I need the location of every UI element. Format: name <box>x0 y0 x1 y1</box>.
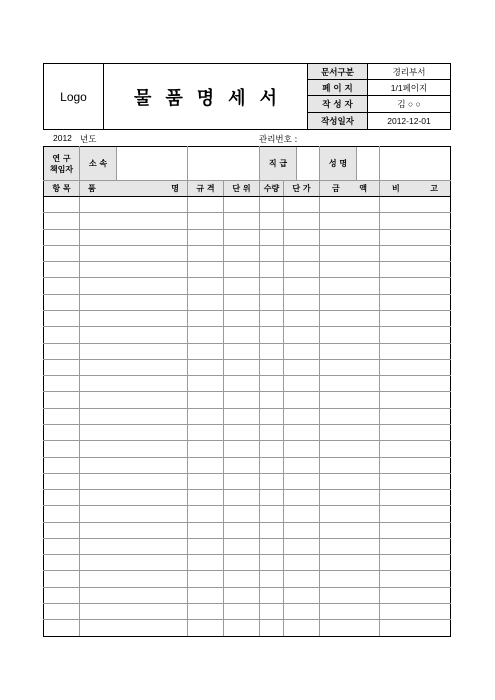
col-price: 단 가 <box>284 181 320 197</box>
researcher-label-line2: 책임자 <box>49 164 74 174</box>
cell-amount[interactable] <box>320 327 380 343</box>
cell-amount[interactable] <box>320 490 380 506</box>
cell-product[interactable] <box>80 473 188 489</box>
cell-spec[interactable] <box>188 327 224 343</box>
cell-qty[interactable] <box>260 262 284 278</box>
col-qty: 수량 <box>260 181 284 197</box>
table-row <box>44 457 451 473</box>
cell-price[interactable] <box>284 376 320 392</box>
table-row <box>44 310 451 326</box>
cell-item[interactable] <box>44 278 80 294</box>
cell-qty[interactable] <box>260 473 284 489</box>
cell-price[interactable] <box>284 327 320 343</box>
cell-price[interactable] <box>284 620 320 636</box>
cell-unit[interactable] <box>224 571 260 587</box>
cell-note[interactable] <box>380 571 451 587</box>
table-row <box>44 522 451 538</box>
cell-item[interactable] <box>44 294 80 310</box>
cell-spec[interactable] <box>188 310 224 326</box>
cell-spec[interactable] <box>188 571 224 587</box>
cell-qty[interactable] <box>260 506 284 522</box>
cell-spec[interactable] <box>188 538 224 554</box>
cell-qty[interactable] <box>260 555 284 571</box>
cell-qty[interactable] <box>260 392 284 408</box>
cell-product[interactable] <box>80 555 188 571</box>
cell-amount[interactable] <box>320 408 380 424</box>
table-row <box>44 473 451 489</box>
affiliation-field-extra[interactable] <box>188 147 260 181</box>
cell-product[interactable] <box>80 620 188 636</box>
cell-item[interactable] <box>44 392 80 408</box>
cell-unit[interactable] <box>224 359 260 375</box>
cell-item[interactable] <box>44 408 80 424</box>
cell-product[interactable] <box>80 278 188 294</box>
cell-price[interactable] <box>284 457 320 473</box>
cell-amount[interactable] <box>320 587 380 603</box>
table-row <box>44 424 451 440</box>
cell-qty[interactable] <box>260 424 284 440</box>
name-cell <box>320 147 380 181</box>
cell-note[interactable] <box>380 457 451 473</box>
cell-qty[interactable] <box>260 245 284 261</box>
col-note <box>380 181 451 197</box>
cell-spec[interactable] <box>188 587 224 603</box>
cell-spec[interactable] <box>188 229 224 245</box>
cell-amount[interactable] <box>320 522 380 538</box>
table-row <box>44 587 451 603</box>
cell-qty[interactable] <box>260 213 284 229</box>
cell-amount[interactable] <box>320 555 380 571</box>
cell-item[interactable] <box>44 359 80 375</box>
researcher-row <box>44 147 451 181</box>
cell-product[interactable] <box>80 359 188 375</box>
cell-price[interactable] <box>284 490 320 506</box>
cell-qty[interactable] <box>260 522 284 538</box>
table-row <box>44 408 451 424</box>
cell-unit[interactable] <box>224 555 260 571</box>
table-row <box>44 490 451 506</box>
cell-note[interactable] <box>380 522 451 538</box>
doc-type-label: 문서구분 <box>308 64 368 80</box>
cell-qty[interactable] <box>260 620 284 636</box>
cell-product[interactable] <box>80 408 188 424</box>
cell-item[interactable] <box>44 457 80 473</box>
table-row <box>44 245 451 261</box>
cell-unit[interactable] <box>224 310 260 326</box>
cell-price[interactable] <box>284 555 320 571</box>
cell-item[interactable] <box>44 424 80 440</box>
cell-unit[interactable] <box>224 441 260 457</box>
cell-price[interactable] <box>284 408 320 424</box>
cell-note[interactable] <box>380 620 451 636</box>
cell-item[interactable] <box>44 229 80 245</box>
cell-item[interactable] <box>44 555 80 571</box>
cell-price[interactable] <box>284 587 320 603</box>
cell-spec[interactable] <box>188 392 224 408</box>
author-value: 김 ○ ○ <box>368 96 451 113</box>
cell-unit[interactable] <box>224 392 260 408</box>
cell-amount[interactable] <box>320 197 380 213</box>
cell-amount[interactable] <box>320 343 380 359</box>
cell-price[interactable] <box>284 294 320 310</box>
cell-amount[interactable] <box>320 294 380 310</box>
cell-spec[interactable] <box>188 278 224 294</box>
table-row <box>44 506 451 522</box>
cell-amount[interactable] <box>320 392 380 408</box>
cell-amount[interactable] <box>320 457 380 473</box>
col-unit: 단 위 <box>224 181 260 197</box>
cell-price[interactable] <box>284 213 320 229</box>
year-suffix: 년도 <box>80 135 97 145</box>
cell-price[interactable] <box>284 506 320 522</box>
col-product <box>80 181 188 197</box>
cell-product[interactable] <box>80 197 188 213</box>
cell-unit[interactable] <box>224 620 260 636</box>
cell-qty[interactable] <box>260 343 284 359</box>
cell-price[interactable] <box>284 245 320 261</box>
cell-amount[interactable] <box>320 620 380 636</box>
cell-amount[interactable] <box>320 424 380 440</box>
cell-unit[interactable] <box>224 424 260 440</box>
cell-note[interactable] <box>380 245 451 261</box>
cell-note[interactable] <box>380 538 451 554</box>
cell-note[interactable] <box>380 604 451 620</box>
cell-unit[interactable] <box>224 490 260 506</box>
table-row <box>44 197 451 213</box>
table-row <box>44 604 451 620</box>
cell-spec[interactable] <box>188 522 224 538</box>
cell-product[interactable] <box>80 294 188 310</box>
cell-item[interactable] <box>44 327 80 343</box>
table-row <box>44 441 451 457</box>
cell-unit[interactable] <box>224 343 260 359</box>
cell-unit[interactable] <box>224 506 260 522</box>
cell-qty[interactable] <box>260 538 284 554</box>
cell-price[interactable] <box>284 229 320 245</box>
cell-price[interactable] <box>284 262 320 278</box>
date-value: 2012-12-01 <box>368 113 451 130</box>
cell-unit[interactable] <box>224 587 260 603</box>
name-field[interactable] <box>380 147 451 181</box>
cell-price[interactable] <box>284 310 320 326</box>
document-title: 물품명세서 <box>104 64 308 130</box>
cell-spec[interactable] <box>188 473 224 489</box>
cell-unit[interactable] <box>224 278 260 294</box>
column-header-row <box>44 181 451 197</box>
table-row <box>44 294 451 310</box>
page-label: 페 이 지 <box>308 80 368 96</box>
cell-spec[interactable] <box>188 197 224 213</box>
cell-product[interactable] <box>80 343 188 359</box>
cell-item[interactable] <box>44 620 80 636</box>
cell-product[interactable] <box>80 522 188 538</box>
position-field[interactable] <box>297 147 319 180</box>
cell-spec[interactable] <box>188 457 224 473</box>
table-row <box>44 278 451 294</box>
cell-qty[interactable] <box>260 278 284 294</box>
cell-product[interactable] <box>80 376 188 392</box>
affiliation-label: 소 속 <box>80 147 117 180</box>
col-amount-right: 액 <box>359 184 367 193</box>
affiliation-cell <box>80 147 188 181</box>
cell-item[interactable] <box>44 571 80 587</box>
col-spec: 규 격 <box>188 181 224 197</box>
cell-note[interactable] <box>380 197 451 213</box>
cell-spec[interactable] <box>188 408 224 424</box>
table-row <box>44 620 451 636</box>
cell-spec[interactable] <box>188 604 224 620</box>
table-row <box>44 555 451 571</box>
cell-product[interactable] <box>80 490 188 506</box>
cell-spec[interactable] <box>188 555 224 571</box>
cell-note[interactable] <box>380 294 451 310</box>
cell-qty[interactable] <box>260 604 284 620</box>
management-number-label: 관리번호 : <box>259 135 298 145</box>
col-note-left: 비 <box>392 184 400 193</box>
cell-price[interactable] <box>284 571 320 587</box>
cell-product[interactable] <box>80 310 188 326</box>
cell-qty[interactable] <box>260 229 284 245</box>
table-row <box>44 229 451 245</box>
cell-note[interactable] <box>380 278 451 294</box>
cell-amount[interactable] <box>320 473 380 489</box>
table-row <box>44 392 451 408</box>
position-label: 직 급 <box>260 147 297 180</box>
cell-amount[interactable] <box>320 571 380 587</box>
cell-unit[interactable] <box>224 262 260 278</box>
cell-qty[interactable] <box>260 587 284 603</box>
cell-item[interactable] <box>44 604 80 620</box>
cell-qty[interactable] <box>260 327 284 343</box>
cell-product[interactable] <box>80 392 188 408</box>
col-product-right: 명 <box>171 184 179 193</box>
name-label: 성 명 <box>320 147 356 180</box>
cell-amount[interactable] <box>320 506 380 522</box>
cell-unit[interactable] <box>224 327 260 343</box>
cell-qty[interactable] <box>260 571 284 587</box>
cell-unit[interactable] <box>224 294 260 310</box>
cell-price[interactable] <box>284 441 320 457</box>
cell-spec[interactable] <box>188 620 224 636</box>
cell-note[interactable] <box>380 490 451 506</box>
author-label: 작 성 자 <box>308 96 368 113</box>
cell-unit[interactable] <box>224 408 260 424</box>
cell-unit[interactable] <box>224 197 260 213</box>
cell-product[interactable] <box>80 571 188 587</box>
cell-unit[interactable] <box>224 213 260 229</box>
cell-unit[interactable] <box>224 473 260 489</box>
cell-item[interactable] <box>44 441 80 457</box>
cell-price[interactable] <box>284 359 320 375</box>
year-value: 2012 <box>53 133 72 143</box>
cell-note[interactable] <box>380 408 451 424</box>
col-product-left: 품 <box>88 184 96 193</box>
cell-spec[interactable] <box>188 245 224 261</box>
cell-note[interactable] <box>380 376 451 392</box>
cell-item[interactable] <box>44 506 80 522</box>
col-item: 항 목 <box>44 181 80 197</box>
cell-product[interactable] <box>80 327 188 343</box>
cell-price[interactable] <box>284 343 320 359</box>
cell-product[interactable] <box>80 245 188 261</box>
cell-amount[interactable] <box>320 376 380 392</box>
cell-note[interactable] <box>380 555 451 571</box>
cell-qty[interactable] <box>260 197 284 213</box>
cell-amount[interactable] <box>320 213 380 229</box>
date-label: 작성일자 <box>308 113 368 130</box>
cell-amount[interactable] <box>320 441 380 457</box>
cell-note[interactable] <box>380 229 451 245</box>
cell-unit[interactable] <box>224 229 260 245</box>
table-row <box>44 538 451 554</box>
cell-qty[interactable] <box>260 408 284 424</box>
cell-unit[interactable] <box>224 604 260 620</box>
cell-item[interactable] <box>44 310 80 326</box>
cell-note[interactable] <box>380 310 451 326</box>
table-row <box>44 359 451 375</box>
cell-amount[interactable] <box>320 310 380 326</box>
cell-item[interactable] <box>44 213 80 229</box>
cell-unit[interactable] <box>224 457 260 473</box>
cell-spec[interactable] <box>188 343 224 359</box>
name-field-left[interactable] <box>356 147 379 180</box>
col-amount-left: 금 <box>332 184 340 193</box>
cell-qty[interactable] <box>260 359 284 375</box>
table-row <box>44 213 451 229</box>
table-row <box>44 327 451 343</box>
cell-spec[interactable] <box>188 490 224 506</box>
cell-amount[interactable] <box>320 229 380 245</box>
cell-item[interactable] <box>44 343 80 359</box>
cell-item[interactable] <box>44 587 80 603</box>
cell-price[interactable] <box>284 424 320 440</box>
cell-product[interactable] <box>80 229 188 245</box>
cell-qty[interactable] <box>260 376 284 392</box>
cell-note[interactable] <box>380 424 451 440</box>
cell-item[interactable] <box>44 376 80 392</box>
cell-note[interactable] <box>380 441 451 457</box>
cell-spec[interactable] <box>188 359 224 375</box>
cell-unit[interactable] <box>224 376 260 392</box>
cell-price[interactable] <box>284 604 320 620</box>
cell-product[interactable] <box>80 538 188 554</box>
cell-spec[interactable] <box>188 424 224 440</box>
cell-note[interactable] <box>380 587 451 603</box>
table-row <box>44 343 451 359</box>
cell-qty[interactable] <box>260 294 284 310</box>
cell-qty[interactable] <box>260 490 284 506</box>
cell-product[interactable] <box>80 604 188 620</box>
cell-product[interactable] <box>80 506 188 522</box>
col-amount <box>320 181 380 197</box>
cell-amount[interactable] <box>320 245 380 261</box>
cell-price[interactable] <box>284 278 320 294</box>
cell-item[interactable] <box>44 197 80 213</box>
cell-spec[interactable] <box>188 376 224 392</box>
cell-product[interactable] <box>80 424 188 440</box>
table-row <box>44 376 451 392</box>
logo: Logo <box>44 64 104 130</box>
col-note-right: 고 <box>430 184 438 193</box>
researcher-label <box>44 147 80 181</box>
cell-item[interactable] <box>44 538 80 554</box>
cell-item[interactable] <box>44 473 80 489</box>
cell-price[interactable] <box>284 538 320 554</box>
cell-product[interactable] <box>80 262 188 278</box>
affiliation-field[interactable] <box>117 147 187 180</box>
cell-unit[interactable] <box>224 245 260 261</box>
cell-product[interactable] <box>80 587 188 603</box>
cell-note[interactable] <box>380 343 451 359</box>
cell-spec[interactable] <box>188 506 224 522</box>
cell-note[interactable] <box>380 327 451 343</box>
cell-spec[interactable] <box>188 213 224 229</box>
cell-product[interactable] <box>80 213 188 229</box>
cell-amount[interactable] <box>320 604 380 620</box>
cell-amount[interactable] <box>320 262 380 278</box>
cell-note[interactable] <box>380 213 451 229</box>
cell-item[interactable] <box>44 262 80 278</box>
cell-spec[interactable] <box>188 262 224 278</box>
researcher-label-line1: 연 구 <box>52 153 71 163</box>
cell-qty[interactable] <box>260 457 284 473</box>
cell-amount[interactable] <box>320 359 380 375</box>
cell-price[interactable] <box>284 473 320 489</box>
cell-note[interactable] <box>380 359 451 375</box>
cell-amount[interactable] <box>320 538 380 554</box>
cell-spec[interactable] <box>188 441 224 457</box>
cell-note[interactable] <box>380 473 451 489</box>
table-row <box>44 262 451 278</box>
cell-product[interactable] <box>80 441 188 457</box>
table-row <box>44 571 451 587</box>
document-header <box>43 63 451 130</box>
cell-price[interactable] <box>284 392 320 408</box>
cell-note[interactable] <box>380 262 451 278</box>
cell-qty[interactable] <box>260 310 284 326</box>
cell-price[interactable] <box>284 197 320 213</box>
cell-unit[interactable] <box>224 538 260 554</box>
page-value: 1/1페이지 <box>368 80 451 96</box>
cell-qty[interactable] <box>260 441 284 457</box>
position-cell <box>260 147 320 181</box>
cell-amount[interactable] <box>320 278 380 294</box>
cell-note[interactable] <box>380 506 451 522</box>
doc-type-value: 경리부서 <box>368 64 451 80</box>
cell-item[interactable] <box>44 522 80 538</box>
cell-price[interactable] <box>284 522 320 538</box>
cell-spec[interactable] <box>188 294 224 310</box>
cell-product[interactable] <box>80 457 188 473</box>
cell-note[interactable] <box>380 392 451 408</box>
cell-item[interactable] <box>44 490 80 506</box>
cell-item[interactable] <box>44 245 80 261</box>
item-list-table <box>43 146 451 637</box>
cell-unit[interactable] <box>224 522 260 538</box>
